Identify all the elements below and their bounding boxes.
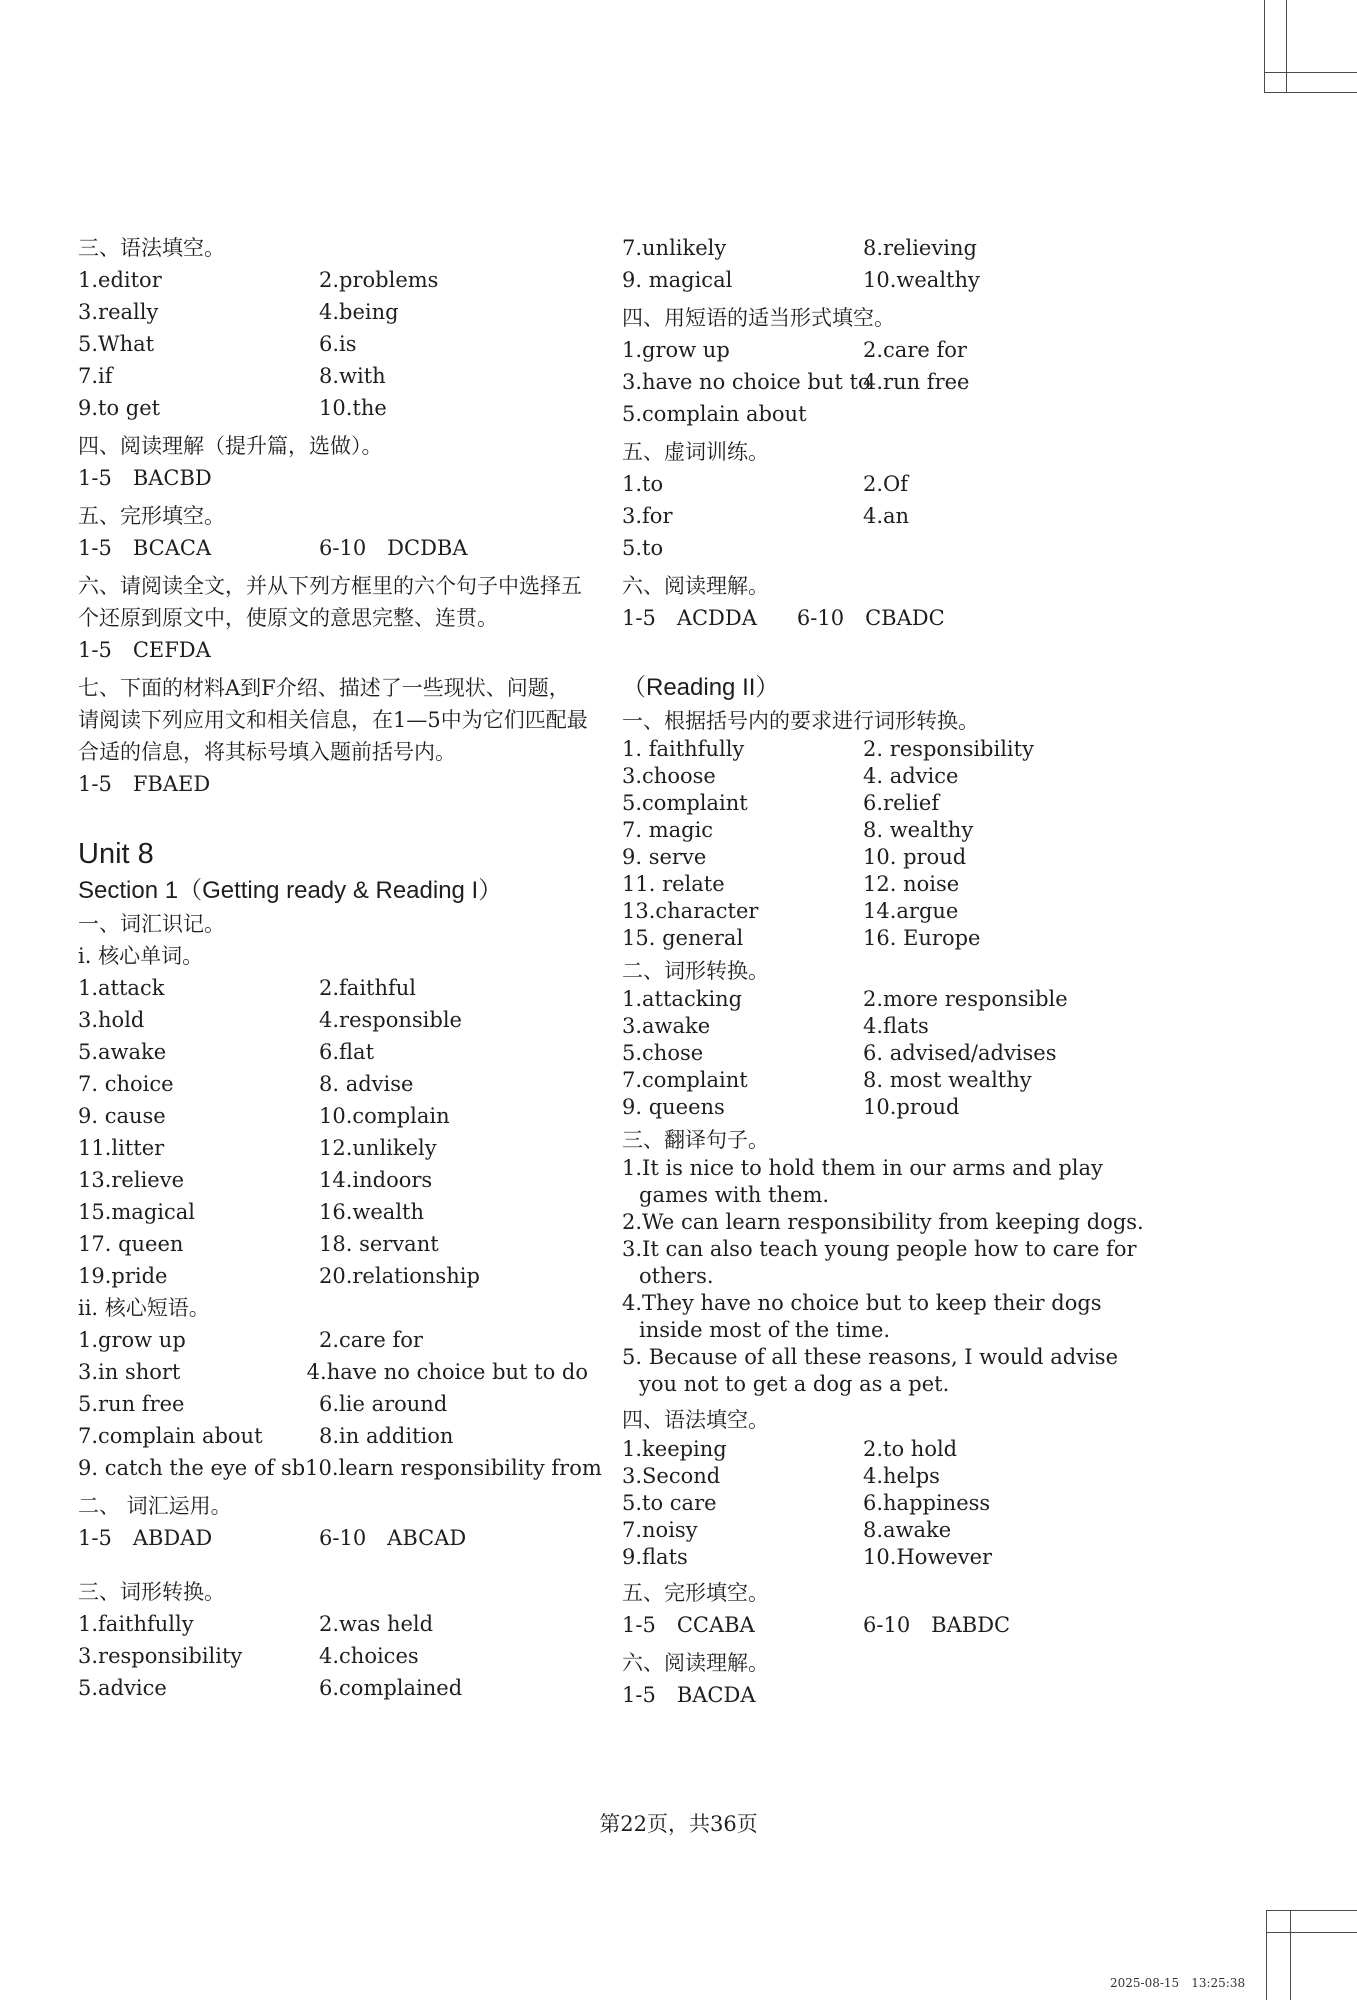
answer-key: 1-5 BACDA — [622, 1683, 756, 1707]
answer-item: 8. advise — [319, 1072, 414, 1096]
answer-item: 13.relieve — [78, 1168, 185, 1192]
answer-item: 1.grow up — [622, 338, 730, 362]
answer-item: 3.Second — [622, 1464, 721, 1488]
answer-item: 1.keeping — [622, 1437, 727, 1461]
answer-item: 8.relieving — [863, 236, 977, 260]
section-heading: 四、语法填空。 — [622, 1408, 769, 1432]
answer-item: 2. responsibility — [863, 737, 1034, 761]
answer-row — [78, 1196, 588, 1228]
answer-item: 9.to get — [78, 396, 161, 420]
answer-key: 6-10 DCDBA — [319, 536, 468, 560]
answer-item: 7. magic — [622, 818, 714, 842]
section-heading: 一、根据括号内的要求进行词形转换。 — [622, 709, 979, 733]
answer-item: 10. proud — [863, 845, 967, 869]
answer-item: 5.complaint — [622, 791, 748, 815]
answer-row — [78, 1164, 588, 1196]
answer-row — [78, 1132, 588, 1164]
answer-item: 3.awake — [622, 1014, 711, 1038]
answer-item: 11. relate — [622, 872, 725, 896]
answer-item: 2.care for — [863, 338, 967, 362]
answer-item: 18. servant — [319, 1232, 439, 1256]
answer-item: 11.litter — [78, 1136, 165, 1160]
answer-row — [622, 790, 1142, 817]
answer-key: 1-5 CEFDA — [78, 638, 211, 662]
left-column — [78, 232, 602, 1704]
answer-item: 7.noisy — [622, 1518, 698, 1542]
answer-row — [622, 334, 1142, 366]
answer-item: 8. wealthy — [863, 818, 974, 842]
section-heading: 五、完形填空。 — [78, 504, 225, 528]
answer-key: 1-5 CCABA — [622, 1613, 755, 1637]
answer-item: 5.awake — [78, 1040, 167, 1064]
answer-row — [78, 1228, 588, 1260]
answer-row — [78, 1420, 588, 1452]
answer-row — [78, 532, 588, 564]
answer-row — [78, 360, 588, 392]
sub-heading: i. 核心单词。 — [78, 944, 204, 968]
answer-item: 3.in short — [78, 1360, 181, 1384]
answer-row — [622, 1463, 1142, 1490]
section-heading: 六、阅读理解。 — [622, 574, 769, 598]
answer-row — [622, 871, 1142, 898]
answer-item: 9. catch the eye of sb — [78, 1456, 306, 1480]
answer-row — [622, 1517, 1142, 1544]
answer-item: 7.complain about — [78, 1424, 263, 1448]
crop-mark-top-v2 — [1286, 0, 1287, 92]
answer-item: 3.have no choice but to — [622, 370, 871, 394]
answer-row — [78, 392, 588, 424]
answer-item: 1.to — [622, 472, 664, 496]
answer-item: 3.hold — [78, 1008, 145, 1032]
section-title: Section 1（Getting ready & Reading I） — [78, 877, 503, 904]
answer-key: 6-10 ABCAD — [319, 1526, 467, 1550]
section-heading: 四、阅读理解（提升篇，选做）。 — [78, 434, 383, 458]
answer-item: 14.indoors — [319, 1168, 433, 1192]
answer-item: 4.helps — [863, 1464, 940, 1488]
translation-sentence: 2.We can learn responsibility from keeping dogs. — [622, 1210, 1144, 1234]
answer-item: 10.proud — [863, 1095, 960, 1119]
answer-item: 9. serve — [622, 845, 707, 869]
section-instruction: 六、请阅读全文，并从下列方框里的六个句子中选择五个还原到原文中，使原文的意思完整、连贯。 — [78, 574, 582, 630]
answer-item: 8.in addition — [319, 1424, 454, 1448]
answer-key: 6-10 BABDC — [863, 1613, 1011, 1637]
answer-item: 12. noise — [863, 872, 960, 896]
translation-sentence: 3.It can also teach young people how to care for others. — [622, 1237, 1137, 1288]
answer-row — [78, 1672, 588, 1704]
section-heading: 三、语法填空。 — [78, 236, 225, 260]
answer-row — [622, 898, 1142, 925]
answer-item: 10.wealthy — [863, 268, 980, 292]
answer-row — [622, 1436, 1142, 1463]
answer-item: 6.is — [319, 332, 357, 356]
answer-item: 2.Of — [863, 472, 909, 496]
answer-key: 1-5 ABDAD — [78, 1526, 213, 1550]
answer-item: 2.faithful — [319, 976, 417, 1000]
answer-item: 4.an — [863, 504, 910, 528]
right-column — [622, 232, 1142, 1711]
answer-item: 10.the — [319, 396, 387, 420]
sub-heading: ii. 核心短语。 — [78, 1296, 210, 1320]
answer-item: 9.flats — [622, 1545, 688, 1569]
answer-item: 4.choices — [319, 1644, 419, 1668]
answer-row — [78, 296, 588, 328]
answer-item: 5.complain about — [622, 402, 807, 426]
answer-row — [622, 1609, 1142, 1641]
answer-item: 16. Europe — [863, 926, 981, 950]
answer-item: 1.grow up — [78, 1328, 186, 1352]
answer-item: 9. magical — [622, 268, 733, 292]
page-number: 第22页，共36页 — [599, 1812, 758, 1836]
unit-title: Unit 8 — [78, 838, 154, 870]
answer-row — [622, 366, 1142, 398]
answer-item: 7.if — [78, 364, 113, 388]
answer-item: 19.pride — [78, 1264, 168, 1288]
answer-item: 5.chose — [622, 1041, 704, 1065]
answer-row — [622, 1040, 1142, 1067]
answer-item: 5.to — [622, 536, 664, 560]
answer-item: 5.advice — [78, 1676, 167, 1700]
answer-item: 1.faithfully — [78, 1612, 194, 1636]
answer-item: 7. choice — [78, 1072, 174, 1096]
answer-item: 4. advice — [863, 764, 959, 788]
answer-row — [622, 986, 1142, 1013]
answer-key: 1-5 ACDDA — [622, 606, 757, 630]
translation-sentence: 4.They have no choice but to keep their dogs inside most of the time. — [622, 1291, 1102, 1342]
section-instruction: 七、下面的材料A到F介绍、描述了一些现状、问题，请阅读下列应用文和相关信息，在1—5中为它们匹配最合适的信息，将其标号填入题前括号内。 — [78, 676, 588, 764]
answer-row — [78, 328, 588, 360]
answer-item: 6.lie around — [319, 1392, 448, 1416]
answer-row — [622, 817, 1142, 844]
answer-item: 1.attack — [78, 976, 165, 1000]
answer-row — [78, 1068, 588, 1100]
answer-item: 12.unlikely — [319, 1136, 437, 1160]
answer-row — [78, 1004, 588, 1036]
answer-row — [78, 972, 588, 1004]
answer-item: 3.choose — [622, 764, 716, 788]
answer-row — [622, 736, 1142, 763]
answer-row — [78, 1388, 588, 1420]
answer-row — [78, 264, 588, 296]
answer-row — [78, 1356, 588, 1388]
crop-mark-top-h — [1264, 72, 1357, 73]
crop-mark-bottom-v2 — [1290, 1910, 1291, 2000]
answer-key: 1-5 BACBD — [78, 466, 212, 490]
crop-mark-bottom-v — [1266, 1910, 1267, 2000]
answer-row — [622, 1067, 1142, 1094]
section-heading: 二、 词汇运用。 — [78, 1494, 232, 1518]
translation-sentence: 1.It is nice to hold them in our arms and play games with them. — [622, 1156, 1103, 1207]
answer-key: 6-10 CBADC — [796, 606, 945, 630]
answer-item: 8.awake — [863, 1518, 952, 1542]
answer-row — [622, 1094, 1142, 1121]
answer-row — [78, 1640, 588, 1672]
answer-item: 4.responsible — [319, 1008, 462, 1032]
answer-item: 4.run free — [863, 370, 970, 394]
answer-row — [622, 1490, 1142, 1517]
answer-item: 3.responsibility — [78, 1644, 243, 1668]
answer-item: 16.wealth — [319, 1200, 424, 1224]
answer-row — [78, 1260, 588, 1292]
answer-item: 2.to hold — [863, 1437, 958, 1461]
answer-item: 2.was held — [319, 1612, 434, 1636]
answer-row — [622, 232, 1142, 264]
answer-row — [78, 1036, 588, 1068]
answer-item: 7.unlikely — [622, 236, 727, 260]
section-heading: 六、阅读理解。 — [622, 1651, 769, 1675]
answer-row — [622, 1013, 1142, 1040]
answer-item: 1. faithfully — [622, 737, 745, 761]
answer-row — [78, 1324, 588, 1356]
answer-item: 6.flat — [319, 1040, 375, 1064]
answer-item: 1.editor — [78, 268, 162, 292]
answer-row — [622, 602, 1142, 634]
answer-row — [78, 1522, 588, 1554]
translation-sentence: 5. Because of all these reasons, I would advise you not to get a dog as a pet. — [622, 1345, 1119, 1396]
answer-row — [622, 1544, 1142, 1571]
reading-ii-title: （Reading II） — [622, 674, 780, 701]
answer-item: 7.complaint — [622, 1068, 748, 1092]
answer-row — [78, 1452, 602, 1484]
answer-row — [78, 1100, 588, 1132]
answer-item: 3.really — [78, 300, 159, 324]
answer-item: 4.being — [319, 300, 399, 324]
section-heading: 三、词形转换。 — [78, 1580, 225, 1604]
section-heading: 五、虚词训练。 — [622, 440, 769, 464]
crop-mark-bottom-h — [1266, 1910, 1357, 1911]
answer-item: 5.to care — [622, 1491, 717, 1515]
crop-mark-bottom-h2 — [1266, 1932, 1357, 1933]
answer-row — [622, 925, 1142, 952]
crop-mark-top-h2 — [1264, 92, 1357, 93]
answer-key: 1-5 FBAED — [78, 772, 211, 796]
answer-item: 1.attacking — [622, 987, 743, 1011]
answer-item: 6.happiness — [863, 1491, 991, 1515]
answer-item: 4.flats — [863, 1014, 929, 1038]
section-heading: 五、完形填空。 — [622, 1581, 769, 1605]
answer-row — [622, 500, 1142, 532]
answer-item: 10.However — [863, 1545, 993, 1569]
answer-item: 8. most wealthy — [863, 1068, 1032, 1092]
answer-item: 5.What — [78, 332, 155, 356]
section-heading: 二、词形转换。 — [622, 959, 769, 983]
answer-item: 9. queens — [622, 1095, 725, 1119]
answer-item: 10.complain — [319, 1104, 450, 1128]
crop-mark-top-v — [1264, 0, 1265, 92]
answer-item: 6. advised/advises — [863, 1041, 1057, 1065]
answer-item: 3.for — [622, 504, 673, 528]
answer-row — [78, 1608, 588, 1640]
answer-item: 6.relief — [863, 791, 940, 815]
answer-row — [622, 264, 1142, 296]
answer-row — [622, 763, 1142, 790]
answer-item: 2.problems — [319, 268, 439, 292]
answer-item: 5.run free — [78, 1392, 185, 1416]
timestamp: 2025-08-15 13:25:38 — [1110, 1976, 1246, 1990]
answer-row — [622, 468, 1142, 500]
answer-item: 13.character — [622, 899, 759, 923]
answer-item: 4.have no choice but to do — [306, 1360, 588, 1384]
answer-item: 2.care for — [319, 1328, 423, 1352]
answer-row — [622, 844, 1142, 871]
answer-item: 15. general — [622, 926, 744, 950]
answer-key: 1-5 BCACA — [78, 536, 212, 560]
answer-item: 9. cause — [78, 1104, 166, 1128]
answer-item: 6.complained — [319, 1676, 463, 1700]
answer-item: 17. queen — [78, 1232, 184, 1256]
answer-item: 8.with — [319, 364, 386, 388]
section-heading: 三、翻译句子。 — [622, 1128, 769, 1152]
answer-item: 10.learn responsibility from — [305, 1456, 602, 1480]
answer-item: 14.argue — [863, 899, 959, 923]
section-heading: 一、词汇识记。 — [78, 912, 225, 936]
answer-item: 2.more responsible — [863, 987, 1068, 1011]
section-heading: 四、用短语的适当形式填空。 — [622, 306, 895, 330]
answer-item: 20.relationship — [319, 1264, 480, 1288]
answer-item: 15.magical — [78, 1200, 195, 1224]
